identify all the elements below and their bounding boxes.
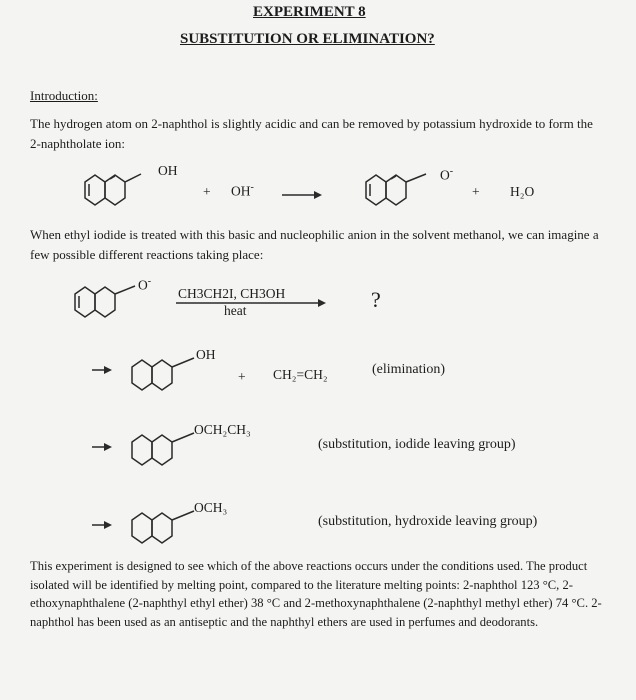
hydroxide-label: OH- xyxy=(231,182,254,199)
product-arrow-1 xyxy=(92,365,112,375)
intro-paragraph-1: The hydrogen atom on 2-naphthol is slightly acidic and can be removed by potassium hydroxide to form the 2-naphtholate ion: xyxy=(30,116,593,151)
reaction-arrow-1 xyxy=(282,190,322,200)
reaction-arrow-2 xyxy=(176,298,326,308)
product-1-note: (elimination) xyxy=(372,362,446,377)
plus-sign-1: + xyxy=(203,184,211,199)
unknown-product: ? xyxy=(371,287,381,312)
naphthol-oh-label: OH xyxy=(158,163,178,178)
naphtholate-o-label: O- xyxy=(440,166,454,183)
naphtholate-structure-2 xyxy=(75,282,165,322)
plus-sign-2: + xyxy=(472,184,480,199)
intro-heading: Introduction: xyxy=(30,88,98,103)
experiment-number: EXPERIMENT 8 xyxy=(253,4,366,20)
condition-label: heat xyxy=(224,303,247,318)
product-3-group: OCH₃ xyxy=(194,500,228,515)
intro-paragraph-2: When ethyl iodide is treated with this basic and nucleophilic anion in the solvent methanol, we can imagine a few possible different reactions taking place: xyxy=(30,227,599,262)
product-arrow-2 xyxy=(92,442,112,452)
naphtholate-o-label-2: O- xyxy=(138,276,152,293)
product-1-plus: + xyxy=(238,369,246,384)
product-arrow-3 xyxy=(92,520,112,530)
product-2-group: OCH₂CH₃ xyxy=(194,422,251,437)
product-1-byproduct: CH₂=CH₂ xyxy=(273,367,328,382)
intro-paragraph-3: This experiment is designed to see which of the above reactions occurs under the conditions used. The product isolated will be identified by melting point, compared to the literature melting points: 2-naphthol 123 °C, 2-ethoxynaphthalene (2-naphthyl ethyl ether) 38 °C and 2-methoxynaphthalene (2-naphthyl methyl ether) 74 °C. 2-naphthol has been used as an antiseptic and the naphthyl ethers are used in perfumes and deodorants. xyxy=(30,559,602,629)
water-label: H₂O xyxy=(510,184,535,199)
page-title: SUBSTITUTION OR ELIMINATION? xyxy=(180,31,435,47)
reagents-label: CH3CH2I, CH3OH xyxy=(178,286,286,301)
product-2-note: (substitution, iodide leaving group) xyxy=(318,437,516,452)
product-3-note: (substitution, hydroxide leaving group) xyxy=(318,514,538,529)
product-1-group: OH xyxy=(196,347,216,362)
